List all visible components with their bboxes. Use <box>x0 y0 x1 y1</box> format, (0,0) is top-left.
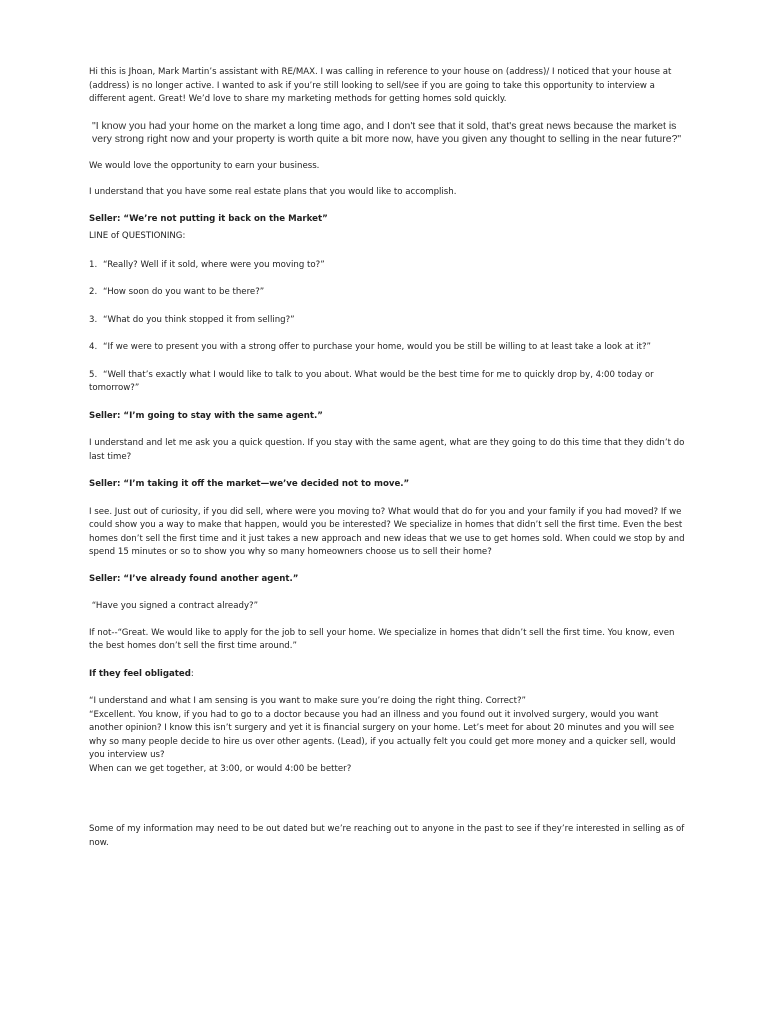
question-item <box>89 286 689 300</box>
obligated-block <box>89 695 689 776</box>
question-text: “Well that’s exactly what I would like to talk to you about. What would be the best time for me to quickly drop by, 4:00 today or tomorrow?” <box>89 369 654 393</box>
objection-text: “I’ve already found another agent.” <box>123 573 299 584</box>
seller-objection-2: Seller: “I’m going to stay with the same agent.” <box>89 410 323 421</box>
seller-label: Seller <box>89 213 117 224</box>
seller-label: Seller <box>89 479 117 489</box>
response-3: I see. Just out of curiosity, if you did sell, where were you moving to? What would that do for you and your family if you had moved? If we could show you a way to make that happen, would you be interested? We specialize in homes that didn’t sell the first time. Even the best homes don’t sell the first time and it just takes a new approach and new ideas that we use to get homes sold. When could we stop by and spend 15 minutes or so to show you why so many homeowners choose us to sell their home? <box>89 506 685 557</box>
question-item <box>89 259 689 273</box>
question-text: “How soon do you want to be there?” <box>103 287 265 297</box>
seller-objection-3: Seller: “I’m taking it off the market—we’ve decided not to move.” <box>89 479 410 489</box>
seller-label: Seller <box>89 410 117 421</box>
response-2: I understand and let me ask you a quick question. If you stay with the same agent, what are they going to do this time that they didn’t do last time? <box>89 438 685 462</box>
objection-text: “I’m going to stay with the same agent.” <box>123 410 323 421</box>
question-number: 1. <box>89 259 98 270</box>
seller-objection-4: Seller: “I’ve already found another agent.” <box>89 573 299 584</box>
response-4-followup: If not--“Great. We would like to apply for the job to sell your home. We specialize in homes that didn’t sell the first time. You know, even the best homes don’t sell the first time around.” <box>89 627 675 651</box>
question-number: 2. <box>89 287 98 297</box>
question-text: “What do you think stopped it from selling?” <box>103 314 295 325</box>
obligated-line: “Excellent. You know, if you had to go to a doctor because you had an illness and you found out it involved surgery, would you want another opinion? I know this isn’t surgery and yet it is financial surgery on your home. Let’s meet for about 20 minutes and you will see why so many people decide to hire us over other agents. (Lead), if you actually felt you could get more money and a quicker sell, would you interview us? <box>89 709 676 760</box>
seller-label: Seller <box>89 573 117 584</box>
question-text: “Really? Well if it sold, where were you moving to?” <box>103 259 325 270</box>
plans-line: I understand that you have some real estate plans that you would like to accomplish. <box>89 187 457 197</box>
question-text: “If we were to present you with a strong offer to purchase your home, would you be still be willing to at least take a look at it?” <box>103 342 651 352</box>
response-4-question: “Have you signed a contract already?” <box>89 601 259 611</box>
objection-text: “We’re not putting it back on the Market” <box>123 213 328 224</box>
question-item <box>89 369 689 396</box>
opportunity-line: We would love the opportunity to earn your business. <box>89 160 320 171</box>
seller-objection-1: Seller: “We’re not putting it back on the Market” <box>89 213 328 224</box>
obligated-heading: If they feel obligated: <box>89 668 194 679</box>
question-item <box>89 314 689 328</box>
question-number: 4. <box>89 342 98 352</box>
obligated-line: When can we get together, at 3:00, or would 4:00 be better? <box>89 763 352 774</box>
question-number: 5. <box>89 369 98 380</box>
intro-paragraph: Hi this is Jhoan, Mark Martin’s assistant with RE/MAX. I was calling in reference to your house on (address)/ I noticed that your house at (address) is no longer active. I wanted to ask if you’re still looking to sell/see if you are going to take this opportunity to interview a different agent. Great! We’d love to share my marketing methods for getting homes sold quickly. <box>89 67 672 104</box>
questioning-heading: LINE of QUESTIONING: <box>89 231 186 241</box>
closing-paragraph: Some of my information may need to be out dated but we’re reaching out to anyone in the past to see if they’re interested in selling as of now. <box>89 824 685 848</box>
question-number: 3. <box>89 314 98 325</box>
pitch-quote: "I know you had your home on the market a long time ago, and I don't see that it sold, that's great news because the market is very strong right now and your property is worth quite a bit more now, have you given any thought to selling in the near future?" <box>92 119 682 145</box>
obligated-heading-text: If they feel obligated <box>89 668 191 679</box>
objection-text: “I’m taking it off the market—we’ve decided not to move.” <box>123 479 410 489</box>
obligated-line: “I understand and what I am sensing is you want to make sure you’re doing the right thing. Correct?” <box>89 696 526 706</box>
document-page <box>89 66 689 850</box>
question-item <box>89 341 689 355</box>
